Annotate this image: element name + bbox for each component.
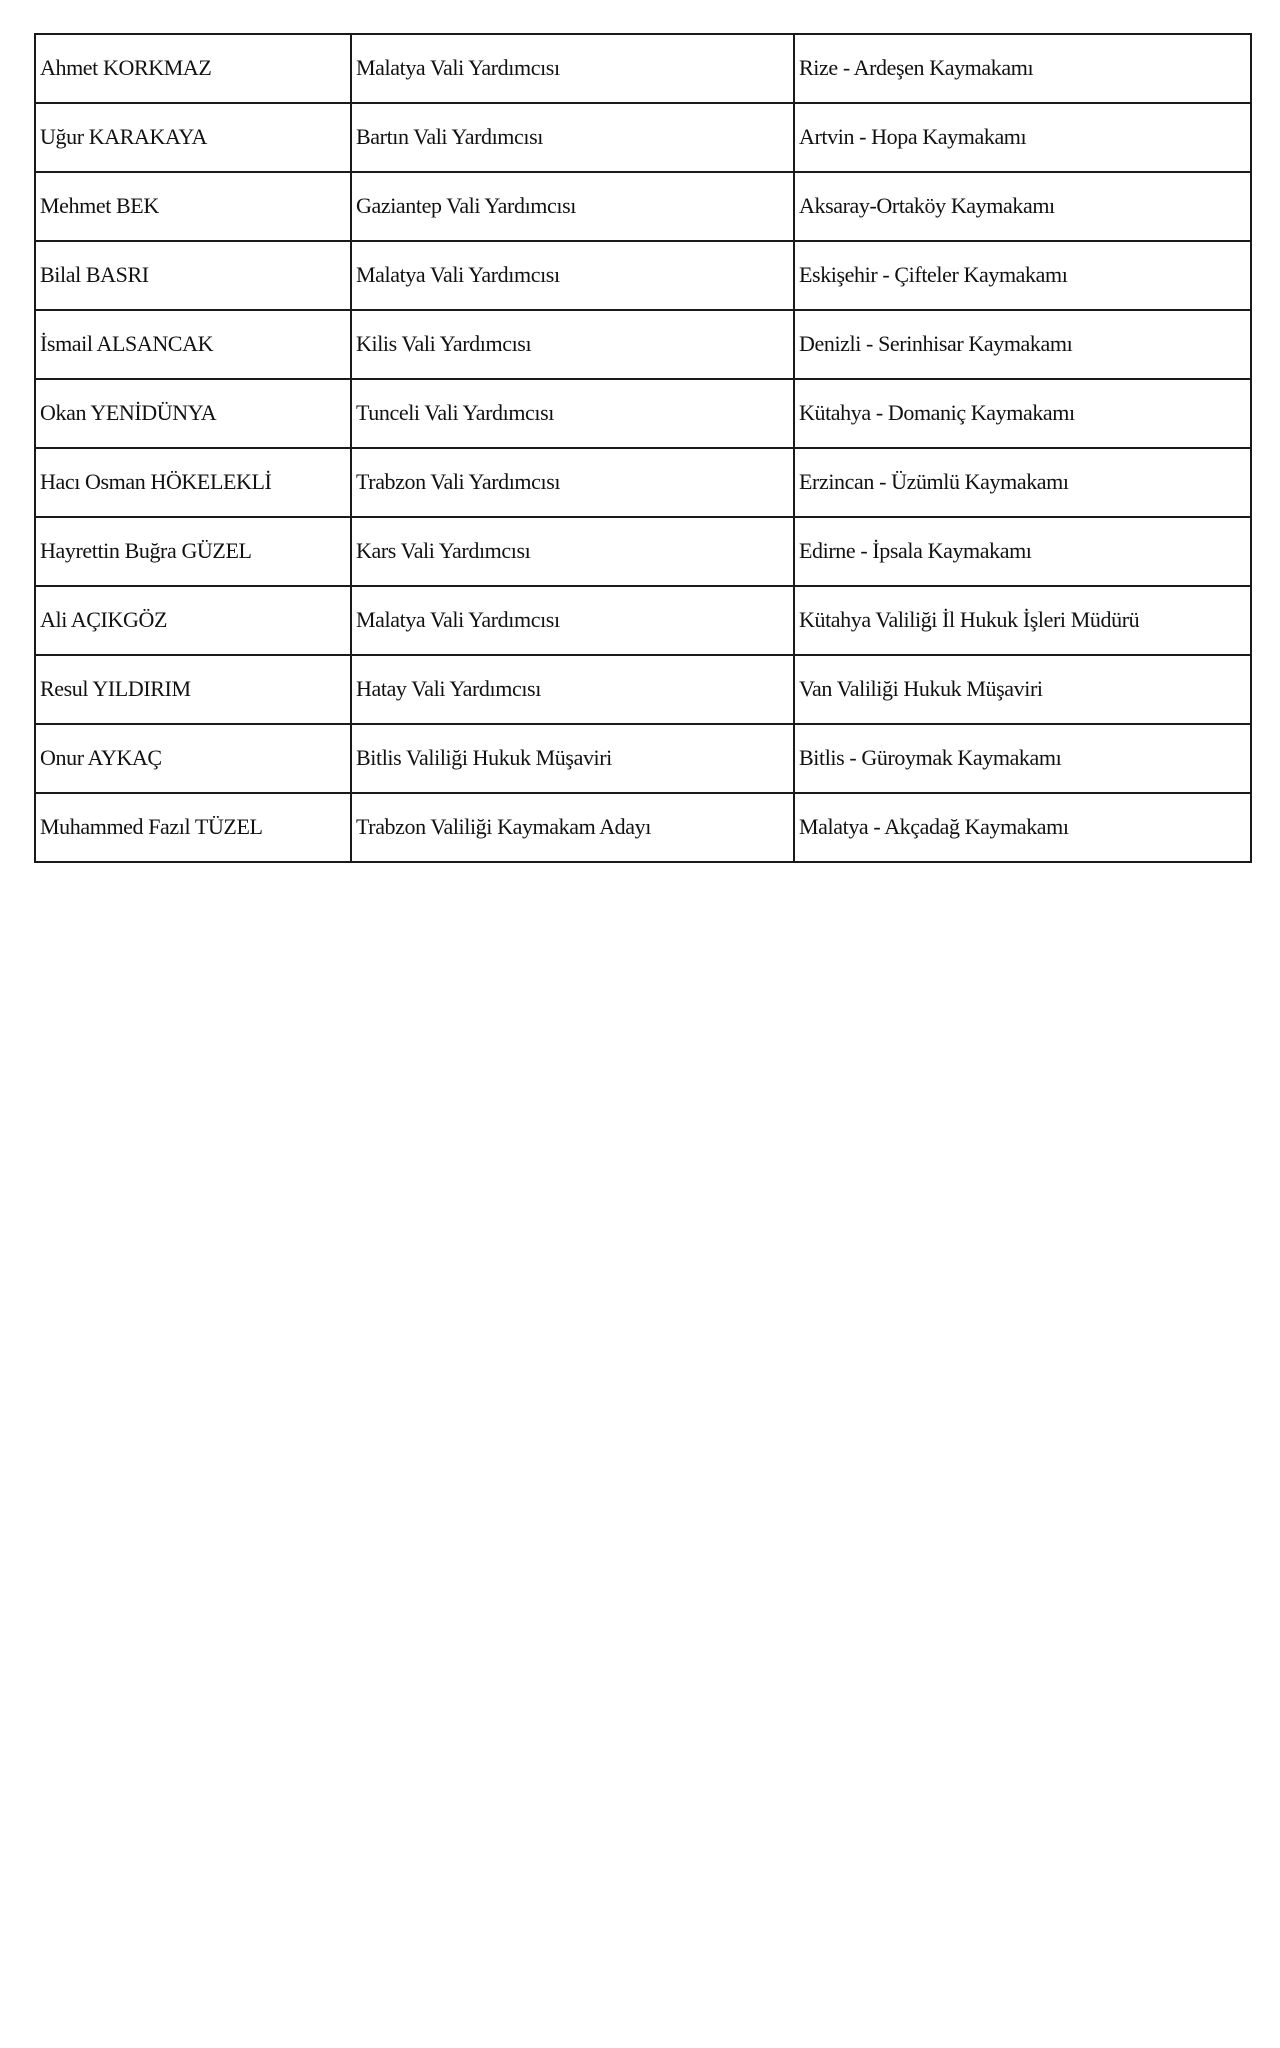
name-cell: Ali AÇIKGÖZ <box>35 586 351 655</box>
name-cell: Muhammed Fazıl TÜZEL <box>35 793 351 862</box>
name-cell: Hacı Osman HÖKELEKLİ <box>35 448 351 517</box>
table-row <box>35 172 1251 241</box>
new-position-cell: Erzincan - Üzümlü Kaymakamı <box>794 448 1251 517</box>
current-position-cell: Malatya Vali Yardımcısı <box>351 586 794 655</box>
new-position-cell: Aksaray-Ortaköy Kaymakamı <box>794 172 1251 241</box>
current-position-cell: Kilis Vali Yardımcısı <box>351 310 794 379</box>
current-position-cell: Gaziantep Vali Yardımcısı <box>351 172 794 241</box>
current-position-cell: Malatya Vali Yardımcısı <box>351 34 794 103</box>
table-row <box>35 310 1251 379</box>
current-position-cell: Hatay Vali Yardımcısı <box>351 655 794 724</box>
table-row <box>35 379 1251 448</box>
new-position-cell: Edirne - İpsala Kaymakamı <box>794 517 1251 586</box>
new-position-cell: Kütahya Valiliği İl Hukuk İşleri Müdürü <box>794 586 1251 655</box>
current-position-cell: Trabzon Valiliği Kaymakam Adayı <box>351 793 794 862</box>
name-cell: Resul YILDIRIM <box>35 655 351 724</box>
table-row <box>35 655 1251 724</box>
new-position-cell: Eskişehir - Çifteler Kaymakamı <box>794 241 1251 310</box>
name-cell: Uğur KARAKAYA <box>35 103 351 172</box>
table-row <box>35 586 1251 655</box>
new-position-cell: Bitlis - Güroymak Kaymakamı <box>794 724 1251 793</box>
current-position-cell: Trabzon Vali Yardımcısı <box>351 448 794 517</box>
table-row <box>35 724 1251 793</box>
table-row <box>35 103 1251 172</box>
appointments-table-body <box>35 34 1251 862</box>
current-position-cell: Tunceli Vali Yardımcısı <box>351 379 794 448</box>
current-position-cell: Kars Vali Yardımcısı <box>351 517 794 586</box>
current-position-cell: Bartın Vali Yardımcısı <box>351 103 794 172</box>
name-cell: İsmail ALSANCAK <box>35 310 351 379</box>
name-cell: Hayrettin Buğra GÜZEL <box>35 517 351 586</box>
new-position-cell: Artvin - Hopa Kaymakamı <box>794 103 1251 172</box>
appointments-table <box>34 33 1252 863</box>
table-row <box>35 241 1251 310</box>
table-row <box>35 793 1251 862</box>
new-position-cell: Kütahya - Domaniç Kaymakamı <box>794 379 1251 448</box>
name-cell: Mehmet BEK <box>35 172 351 241</box>
new-position-cell: Van Valiliği Hukuk Müşaviri <box>794 655 1251 724</box>
table-row <box>35 517 1251 586</box>
new-position-cell: Malatya - Akçadağ Kaymakamı <box>794 793 1251 862</box>
table-row <box>35 34 1251 103</box>
table-row <box>35 448 1251 517</box>
current-position-cell: Malatya Vali Yardımcısı <box>351 241 794 310</box>
new-position-cell: Denizli - Serinhisar Kaymakamı <box>794 310 1251 379</box>
current-position-cell: Bitlis Valiliği Hukuk Müşaviri <box>351 724 794 793</box>
name-cell: Okan YENİDÜNYA <box>35 379 351 448</box>
name-cell: Onur AYKAÇ <box>35 724 351 793</box>
new-position-cell: Rize - Ardeşen Kaymakamı <box>794 34 1251 103</box>
name-cell: Bilal BASRI <box>35 241 351 310</box>
name-cell: Ahmet KORKMAZ <box>35 34 351 103</box>
